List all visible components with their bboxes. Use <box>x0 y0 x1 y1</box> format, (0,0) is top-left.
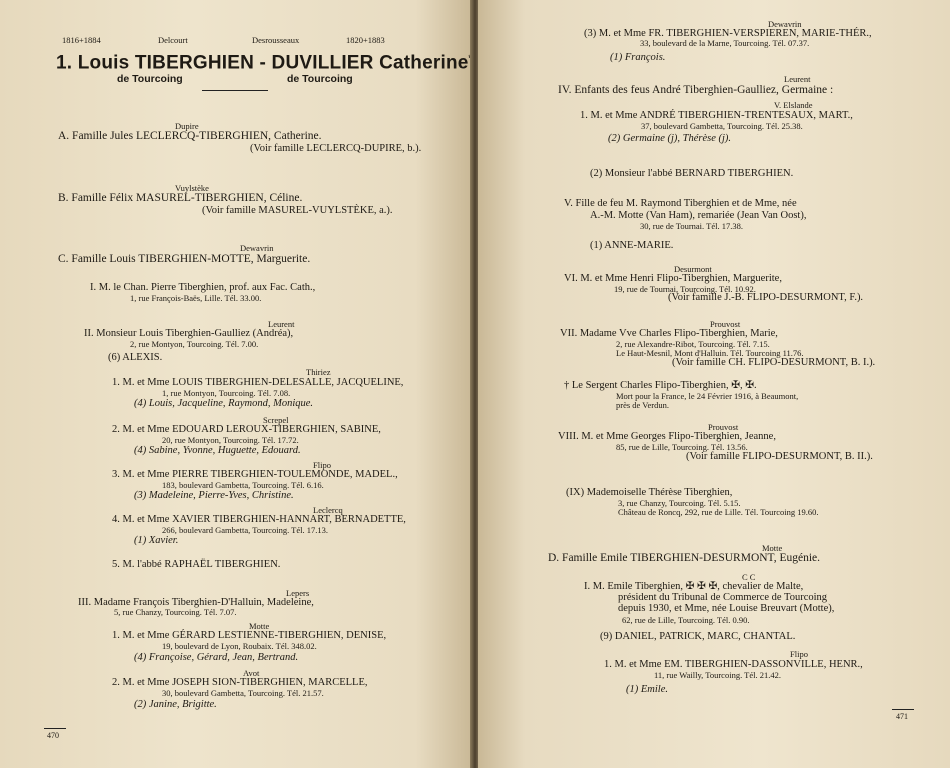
r-iv-line: IV. Enfants des feus André Tiberghien-Gaulliez, Germaine : <box>558 84 834 96</box>
c3-2-kids: (2) Janine, Brigitte. <box>134 699 217 710</box>
r-viii-address: 85, rue de Lille, Tourcoing. Tél. 13.56. <box>616 442 748 452</box>
mother-name-right: Desrousseaux <box>252 35 300 45</box>
c2-3-kids: (3) Madeleine, Pierre-Yves, Christine. <box>134 490 294 501</box>
section-b-heading: B. Famille Félix MASUREL-TIBERGHIEN, Céline. <box>58 192 303 204</box>
r-iv2-line: (2) Monsieur l'abbé BERNARD TIBERGHIEN. <box>590 168 794 179</box>
page-number-left: 470 <box>47 731 59 740</box>
c1-line: I. M. le Chan. Pierre Tiberghien, prof. aux Fac. Cath., <box>90 282 316 293</box>
r-viii-line: VIII. M. et Mme Georges Flipo-Tiberghien, Jeanne, <box>558 431 776 442</box>
r-vi-address: 19, rue de Tournai, Tourcoing. Tél. 10.92. <box>614 284 756 294</box>
r-ix-address1: 3, rue Chanzy, Tourcoing. Tél. 5.15. <box>618 498 741 508</box>
c2-2-address: 20, rue Montyon, Tourcoing. Tél. 17.72. <box>162 435 299 445</box>
c2-2-sup: Screpel <box>263 415 289 425</box>
origin-right: de Tourcoing <box>287 73 353 85</box>
r-d1-line2: président du Tribunal de Commerce de Tourcoing <box>618 592 828 603</box>
c2-1-sup: Thiriez <box>306 367 331 377</box>
c3-1-sup: Motte <box>249 621 270 631</box>
section-a-heading: A. Famille Jules LECLERCQ-TIBERGHIEN, Catherine. <box>58 130 322 142</box>
c2-children: (6) ALEXIS. <box>108 352 163 363</box>
r-v-line1: V. Fille de feu M. Raymond Tiberghien et de Mme, née <box>564 198 797 209</box>
r-d1-line3: depuis 1930, et Mme, née Louise Breuvart (Motte), <box>618 603 835 614</box>
c2-2-line: 2. M. et Mme EDOUARD LEROUX-TIBERGHIEN, SABINE, <box>112 424 381 435</box>
r-v-line2: A.-M. Motte (Van Ham), remariée (Jean Van Oost), <box>590 210 807 221</box>
c3-1-line: 1. M. et Mme GÉRARD LESTIENNE-TIBERGHIEN, DENISE, <box>112 630 387 641</box>
r-vi-line: VI. M. et Mme Henri Flipo-Tiberghien, Marguerite, <box>564 273 782 284</box>
c2-1-address: 1, rue Montyon, Tourcoing. Tél. 7.08. <box>162 388 291 398</box>
r-d1-sup: C C <box>742 572 756 582</box>
left-page <box>0 0 472 768</box>
c3-2-line: 2. M. et Mme JOSEPH SION-TIBERGHIEN, MARCELLE, <box>112 677 368 688</box>
r-vi-ref: (Voir famille J.-B. FLIPO-DESURMONT, F.). <box>668 292 864 303</box>
c3-line: III. Madame François Tiberghien-D'Halluin, Madeleine, <box>78 597 314 608</box>
r-vii-sup: Prouvost <box>710 319 741 329</box>
c2-1-kids: (4) Louis, Jacqueline, Raymond, Monique. <box>134 398 314 409</box>
dates-left: 1816+1884 <box>62 35 101 45</box>
page-number-rule-left <box>44 728 66 729</box>
c2-4-address: 266, boulevard Gambetta, Tourcoing. Tél. 17.13. <box>162 525 328 535</box>
r-iv1-sup: V. Elslande <box>774 100 813 110</box>
c3-2-address: 30, boulevard Gambetta, Tourcoing. Tél. 21.57. <box>162 688 324 698</box>
section-c-heading: C. Famille Louis TIBERGHIEN-MOTTE, Marguerite. <box>58 253 311 265</box>
c3-sup: Lepers <box>286 588 310 598</box>
c2-3-address: 183, boulevard Gambetta, Tourcoing. Tél. 6.16. <box>162 480 324 490</box>
c3-2-sup: Avot <box>243 668 260 678</box>
r-viii-sup: Prouvost <box>708 422 739 432</box>
mother-name-left: Delcourt <box>158 35 188 45</box>
r-iv-sup: Leurent <box>784 74 811 84</box>
r-vii-address1: 2, rue Alexandre-Ribot, Tourcoing. Tél. 7.15. <box>616 339 770 349</box>
c2-address: 2, rue Montyon, Tourcoing. Tél. 7.00. <box>130 339 259 349</box>
section-b-sup: Vuylstèke <box>175 183 209 193</box>
r-vii-address2: Le Haut-Mesnil, Mont d'Halluin. Tél. Tourcoing 11.76. <box>616 348 804 358</box>
origin-left: de Tourcoing <box>117 73 183 85</box>
r-d1-item-address: 11, rue Wailly, Tourcoing. Tél. 21.42. <box>654 670 781 680</box>
r-vi-sup: Desurmont <box>674 264 712 274</box>
r-d-heading: D. Famille Emile TIBERGHIEN-DESURMONT, Eugénie. <box>548 552 821 564</box>
family-title: 1. Louis TIBERGHIEN - DUVILLIER Catherine <box>56 52 469 74</box>
r-d1-kids: (9) DANIEL, PATRICK, MARC, CHANTAL. <box>600 631 796 642</box>
r-iv1-kids: (2) Germaine (j), Thérèse (j). <box>608 133 732 144</box>
r-v-kids: (1) ANNE-MARIE. <box>590 240 674 251</box>
c3-1-address: 19, boulevard de Lyon, Roubaix. Tél. 348.02. <box>162 641 317 651</box>
r-iii3-kids: (1) François. <box>610 52 666 63</box>
section-b-ref: (Voir famille MASUREL-VUYLSTÈKE, a.). <box>202 205 393 216</box>
c2-4-sup: Leclercq <box>313 505 343 515</box>
c2-3-sup: Flipo <box>313 460 331 470</box>
r-d1-address: 62, rue de Lille, Tourcoing. Tél. 0.90. <box>622 615 750 625</box>
c2-2-kids: (4) Sabine, Yvonne, Huguette, Edouard. <box>134 445 301 456</box>
page-number-rule-right <box>892 709 914 710</box>
c2-4-kids: (1) Xavier. <box>134 535 179 546</box>
c2-5-line: 5. M. l'abbé RAPHAËL TIBERGHIEN. <box>112 559 281 570</box>
r-vii-ref: (Voir famille CH. FLIPO-DESURMONT, B. I.). <box>672 357 876 368</box>
section-a-sup: Dupire <box>175 121 199 131</box>
r-iii3-line: (3) M. et Mme FR. TIBERGHIEN-VERSPIEREN, MARIE-THÉR., <box>584 28 872 39</box>
r-iii3-address: 33, boulevard de la Marne, Tourcoing. Tél. 07.37. <box>640 38 810 48</box>
section-a-ref: (Voir famille LECLERCQ-DUPIRE, b.). <box>250 143 422 154</box>
r-ix-line: (IX) Mademoiselle Thérèse Tiberghien, <box>566 487 733 498</box>
c2-line: II. Monsieur Louis Tiberghien-Gaulliez (Andréa), <box>84 328 294 339</box>
r-sergent-line: † Le Sergent Charles Flipo-Tiberghien, ✠, ✠. <box>564 380 757 391</box>
r-iv1-line: 1. M. et Mme ANDRÉ TIBERGHIEN-TRENTESAUX, MART., <box>580 110 853 121</box>
c2-1-line: 1. M. et Mme LOUIS TIBERGHIEN-DELESALLE, JACQUELINE, <box>112 377 404 388</box>
r-iii3-sup: Dewavrin <box>768 19 802 29</box>
r-sergent-text2: près de Verdun. <box>616 400 669 410</box>
c3-1-kids: (4) Françoise, Gérard, Jean, Bertrand. <box>134 652 299 663</box>
c1-address: 1, rue François-Baës, Lille. Tél. 33.00. <box>130 293 262 303</box>
r-d1-item-line: 1. M. et Mme EM. TIBERGHIEN-DASSONVILLE, HENR., <box>604 659 863 670</box>
page-number-right: 471 <box>896 712 908 721</box>
r-d-sup: Motte <box>762 543 783 553</box>
dates-right: 1820+1883 <box>346 35 385 45</box>
r-vii-line: VII. Madame Vve Charles Flipo-Tiberghien, Marie, <box>560 328 778 339</box>
c2-3-line: 3. M. et Mme PIERRE TIBERGHIEN-TOULEMONDE, MADEL., <box>112 469 398 480</box>
c2-sup: Leurent <box>268 319 295 329</box>
c3-address: 5, rue Chanzy, Tourcoing. Tél. 7.07. <box>114 607 237 617</box>
r-ix-address2: Château de Roncq, 292, rue de Lille. Tél. Tourcoing 19.60. <box>618 507 819 517</box>
r-d1-item-kids: (1) Emile. <box>626 684 668 695</box>
title-rule <box>202 90 268 91</box>
r-d1-line1: I. M. Emile Tiberghien, ✠ ✠ ✠, chevalier de Malte, <box>584 581 804 592</box>
c2-4-line: 4. M. et Mme XAVIER TIBERGHIEN-HANNART, BERNADETTE, <box>112 514 406 525</box>
right-page <box>478 0 950 768</box>
r-sergent-text1: Mort pour la France, le 24 Février 1916, à Beaumont, <box>616 391 799 401</box>
r-d1-item-sup: Flipo <box>790 649 808 659</box>
r-viii-ref: (Voir famille FLIPO-DESURMONT, B. II.). <box>686 451 873 462</box>
r-iv1-address: 37, boulevard Gambetta, Tourcoing. Tél. 25.38. <box>641 121 803 131</box>
section-c-sup: Dewavrin <box>240 243 274 253</box>
r-v-address: 30, rue de Tournai. Tél. 17.38. <box>640 221 743 231</box>
